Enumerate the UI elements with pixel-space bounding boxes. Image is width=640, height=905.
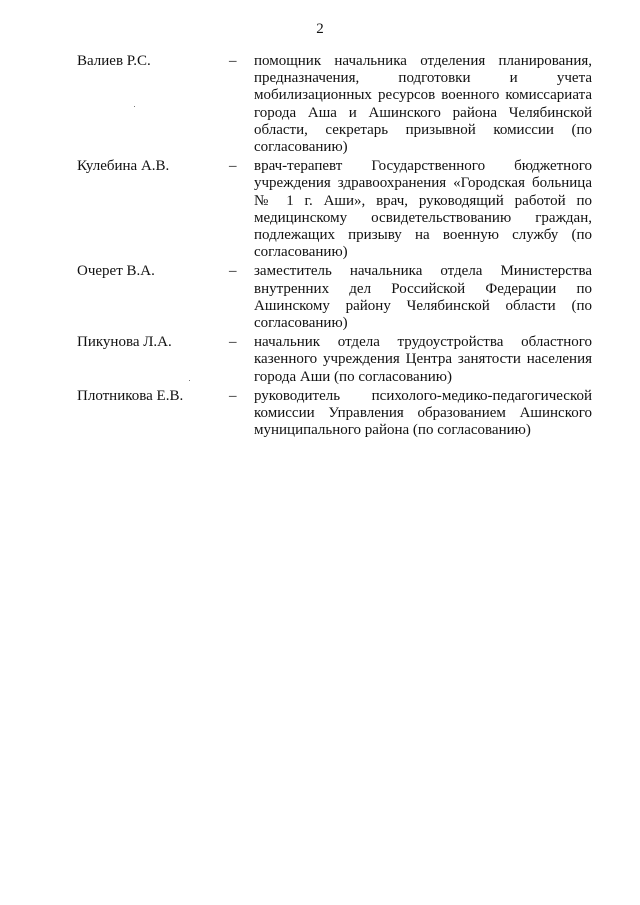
member-name: Очерет В.А. — [77, 263, 155, 280]
member-name: Валиев Р.С. — [77, 53, 151, 69]
member-dash: – — [229, 387, 237, 404]
member-entry — [0, 388, 640, 440]
member-dash: – — [229, 53, 237, 69]
scan-speck — [189, 380, 190, 381]
member-name: Кулебина А.В. — [77, 158, 170, 175]
scan-speck — [134, 106, 135, 107]
commission-member-list — [0, 53, 640, 441]
member-role: руководитель психолого-медико-педагогической комиссии Управления образованием Ашинского муниципального района (по согласованию) — [254, 387, 592, 439]
member-entry — [0, 334, 640, 386]
member-entry — [0, 263, 640, 332]
member-dash: – — [229, 334, 237, 351]
member-entry — [0, 158, 640, 261]
member-entry — [0, 53, 640, 156]
member-name: Плотникова Е.В. — [77, 387, 184, 404]
member-role: начальник отдела трудоустройства областного казенного учреждения Центра занятости населения города Аши (по согласованию) — [254, 334, 592, 385]
member-role: помощник начальника отделения планирования, предназначения, подготовки и учета мобилизационных ресурсов военного комиссариата города Аша и Ашинского района Челябинской области, секретарь призывной комиссии (по согласованию) — [254, 53, 592, 156]
member-role: заместитель начальника отдела Министерства внутренних дел Российской Федерации по Ашинскому району Челябинской области (по согласованию) — [254, 263, 592, 332]
member-dash: – — [229, 158, 237, 175]
member-name: Пикунова Л.А. — [77, 334, 172, 351]
page-number: 2 — [316, 21, 324, 37]
member-dash: – — [229, 263, 237, 280]
member-role: врач-терапевт Государственного бюджетного учреждения здравоохранения «Городская больница № 1 г. Аши», врач, руководящий работой по медицинскому освидетельствованию граждан, подлежащих призыву на военную службу (по согласованию) — [254, 158, 592, 261]
